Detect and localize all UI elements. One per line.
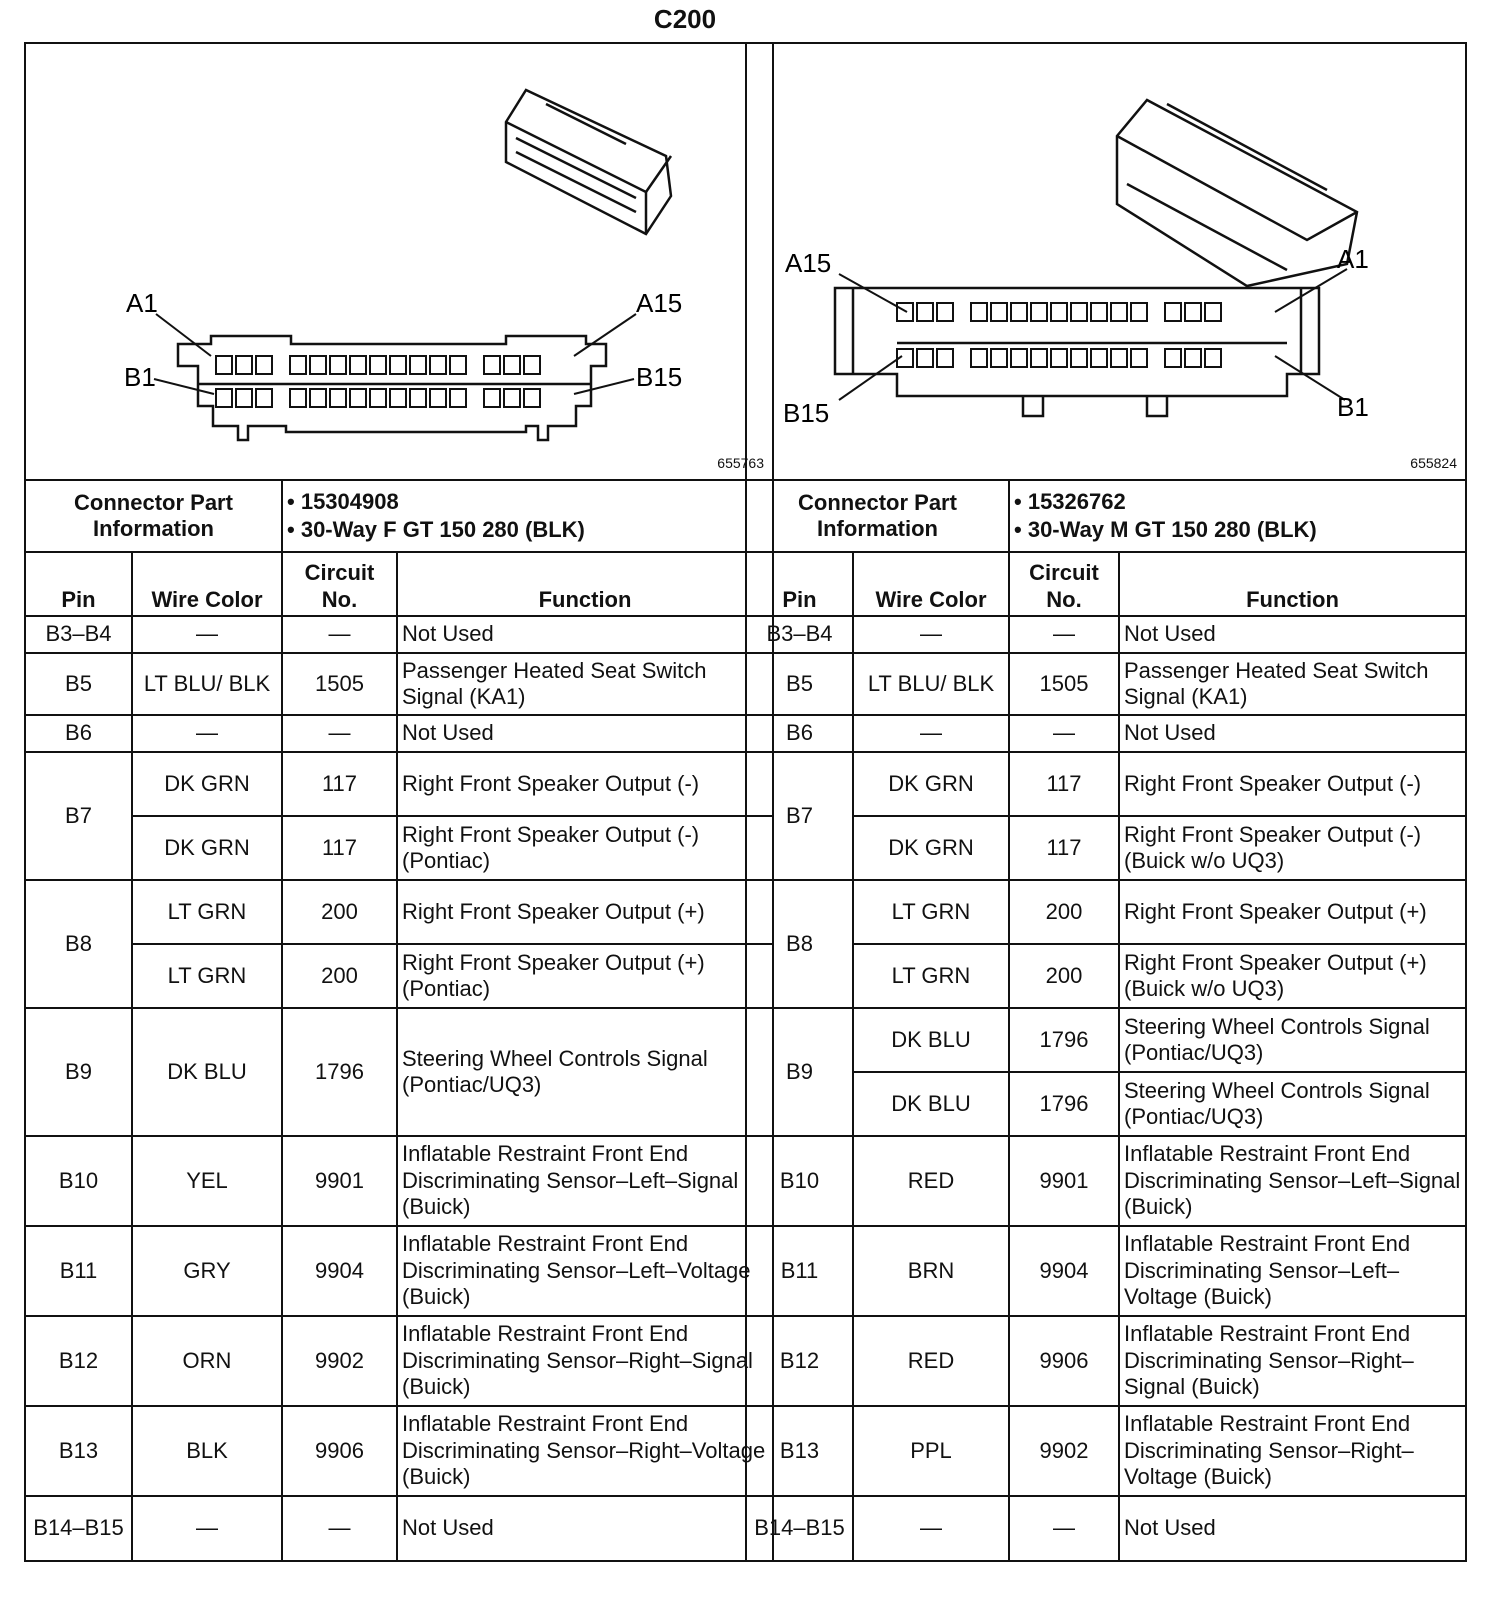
circuit-cell: 117 — [1009, 752, 1119, 816]
left-info-table — [26, 481, 772, 551]
wire-cell: DK GRN — [132, 816, 282, 880]
circuit-cell: 1796 — [282, 1008, 397, 1136]
wire-cell: GRY — [132, 1226, 282, 1316]
table-row — [747, 944, 1465, 1008]
pin-label-a15: A15 — [785, 248, 832, 278]
wire-cell: RED — [853, 1136, 1009, 1226]
pin-cavity — [1011, 303, 1027, 321]
pin-cell: B3–B4 — [26, 616, 132, 653]
connector-part-label: Connector Part Information — [747, 481, 1009, 551]
connector-part-values: • 15326762 • 30-Way M GT 150 280 (BLK) — [1009, 481, 1465, 551]
wire-cell: — — [853, 616, 1009, 653]
function-cell: Not Used — [397, 1496, 772, 1560]
table-row — [747, 880, 1465, 944]
pin-label-b1: B1 — [1337, 392, 1369, 422]
table-row — [26, 1226, 772, 1316]
pin-cavity — [971, 349, 987, 367]
pin-leader-lines — [154, 314, 636, 394]
header-pin: Pin — [747, 552, 853, 616]
pin-cavity — [216, 356, 232, 374]
function-cell: Steering Wheel Controls Signal (Pontiac/UQ3) — [1119, 1008, 1465, 1072]
right-connector-diagram — [747, 44, 1465, 481]
table-row — [26, 1136, 772, 1226]
page-title: C200 — [653, 4, 717, 34]
function-cell: Not Used — [397, 616, 772, 653]
circuit-cell: 1505 — [1009, 653, 1119, 715]
circuit-cell: — — [1009, 1496, 1119, 1560]
pin-cell: B14–B15 — [747, 1496, 853, 1560]
wire-cell: DK BLU — [853, 1072, 1009, 1136]
pin-cavity — [504, 389, 520, 407]
header-wire-color: Wire Color — [132, 552, 282, 616]
part-number: 15326762 — [1027, 488, 1126, 514]
circuit-cell: 1505 — [282, 653, 397, 715]
function-cell: Right Front Speaker Output (-) (Buick w/o UQ3) — [1119, 816, 1465, 880]
pin-cavity — [350, 389, 366, 407]
pin-cavity — [290, 356, 306, 374]
function-cell: Right Front Speaker Output (+) (Pontiac) — [397, 944, 772, 1008]
pin-cavity — [330, 389, 346, 407]
function-cell: Passenger Heated Seat Switch Signal (KA1) — [397, 653, 772, 715]
wire-cell: — — [853, 1496, 1009, 1560]
pin-cavity — [917, 303, 933, 321]
pin-cavity — [937, 303, 953, 321]
table-row — [747, 616, 1465, 653]
pin-cavity — [310, 356, 326, 374]
pin-cavity — [410, 356, 426, 374]
wire-cell: PPL — [853, 1406, 1009, 1496]
pin-cavity — [1205, 349, 1221, 367]
pin-cavity — [1091, 303, 1107, 321]
pin-cell: B5 — [26, 653, 132, 715]
pin-cell: B12 — [26, 1316, 132, 1406]
function-cell: Not Used — [1119, 616, 1465, 653]
circuit-cell: — — [282, 616, 397, 653]
wire-cell: LT BLU/ BLK — [132, 653, 282, 715]
circuit-cell: 200 — [1009, 880, 1119, 944]
female-connector-drawing — [26, 44, 772, 477]
circuit-cell: 9904 — [1009, 1226, 1119, 1316]
wire-cell: ORN — [132, 1316, 282, 1406]
pin-cavity — [310, 389, 326, 407]
pin-label-b15: B15 — [783, 398, 830, 428]
function-cell: Inflatable Restraint Front End Discriminating Sensor–Right–Voltage (Buick) — [397, 1406, 772, 1496]
pin-cavity — [1185, 303, 1201, 321]
pin-cavity — [350, 356, 366, 374]
pin-cavity — [430, 389, 446, 407]
pin-label-a15: A15 — [636, 288, 683, 318]
circuit-cell: 9906 — [282, 1406, 397, 1496]
function-cell: Not Used — [1119, 715, 1465, 752]
table-header-row — [26, 552, 772, 616]
pins-row-b — [897, 349, 1221, 367]
circuit-cell: 200 — [282, 880, 397, 944]
table-row — [26, 816, 772, 880]
wire-cell: LT GRN — [132, 944, 282, 1008]
pin-cavity — [1111, 349, 1127, 367]
pin-cell: B3–B4 — [747, 616, 853, 653]
pin-cell: B10 — [747, 1136, 853, 1226]
pin-cavity — [1051, 303, 1067, 321]
table-row — [747, 1496, 1465, 1560]
circuit-cell: 200 — [282, 944, 397, 1008]
pin-cell: B7 — [26, 752, 132, 880]
pin-cavity — [1165, 303, 1181, 321]
left-connector-diagram — [26, 44, 772, 481]
pin-cavity — [1011, 349, 1027, 367]
header-pin: Pin — [26, 552, 132, 616]
wire-cell: LT GRN — [853, 880, 1009, 944]
pin-cavity — [1031, 349, 1047, 367]
circuit-cell: — — [282, 1496, 397, 1560]
table-row — [26, 653, 772, 715]
pin-cavity — [450, 389, 466, 407]
pin-cell: B14–B15 — [26, 1496, 132, 1560]
table-row — [26, 616, 772, 653]
connector-3d-view — [1117, 100, 1357, 286]
pin-cavity — [1165, 349, 1181, 367]
pin-cavity — [330, 356, 346, 374]
circuit-cell: 9902 — [282, 1316, 397, 1406]
connector-part-values: • 15304908 • 30-Way F GT 150 280 (BLK) — [282, 481, 772, 551]
header-circuit: Circuit No. — [1009, 552, 1119, 616]
wire-cell: RED — [853, 1316, 1009, 1406]
function-cell: Inflatable Restraint Front End Discriminating Sensor–Right–Signal (Buick) — [397, 1316, 772, 1406]
pin-cell: B8 — [26, 880, 132, 1008]
wire-cell: DK BLU — [853, 1008, 1009, 1072]
wire-cell: — — [132, 1496, 282, 1560]
figure-number: 655763 — [717, 455, 764, 471]
pin-cell: B9 — [747, 1008, 853, 1136]
pins-row-a — [216, 356, 540, 374]
right-info-table — [747, 481, 1465, 551]
function-cell: Right Front Speaker Output (-) — [397, 752, 772, 816]
pin-cavity — [991, 303, 1007, 321]
connector-part-label: Connector Part Information — [26, 481, 282, 551]
pin-cavity — [937, 349, 953, 367]
table-row — [26, 1316, 772, 1406]
pin-cavity — [1071, 349, 1087, 367]
pin-cavity — [1131, 349, 1147, 367]
table-row — [747, 1072, 1465, 1136]
pin-cell: B11 — [747, 1226, 853, 1316]
function-cell: Steering Wheel Controls Signal (Pontiac/UQ3) — [1119, 1072, 1465, 1136]
circuit-cell: 1796 — [1009, 1008, 1119, 1072]
function-cell: Right Front Speaker Output (-) (Pontiac) — [397, 816, 772, 880]
pin-cavity — [524, 356, 540, 374]
circuit-cell: 117 — [1009, 816, 1119, 880]
circuit-cell: 9901 — [1009, 1136, 1119, 1226]
table-row — [747, 1136, 1465, 1226]
wire-cell: DK GRN — [853, 816, 1009, 880]
function-cell: Inflatable Restraint Front End Discriminating Sensor–Left–Signal (Buick) — [1119, 1136, 1465, 1226]
pins-row-a — [897, 303, 1221, 321]
right-connector-panel — [745, 42, 1467, 1562]
table-row — [26, 752, 772, 816]
pin-cavity — [236, 356, 252, 374]
pin-cavity — [256, 356, 272, 374]
function-cell: Right Front Speaker Output (-) — [1119, 752, 1465, 816]
pin-cell: B13 — [26, 1406, 132, 1496]
table-row — [747, 816, 1465, 880]
table-row — [747, 1008, 1465, 1072]
pin-label-a1: A1 — [126, 288, 158, 318]
table-row — [26, 715, 772, 752]
left-pinout-table — [26, 551, 772, 1560]
pin-cell: B13 — [747, 1406, 853, 1496]
pin-cavity — [390, 389, 406, 407]
pin-cell: B7 — [747, 752, 853, 880]
function-cell: Inflatable Restraint Front End Discriminating Sensor–Right–Voltage (Buick) — [1119, 1406, 1465, 1496]
pin-cavity — [1071, 303, 1087, 321]
pin-cavity — [484, 389, 500, 407]
function-cell: Not Used — [1119, 1496, 1465, 1560]
table-row — [747, 1316, 1465, 1406]
circuit-cell: 9904 — [282, 1226, 397, 1316]
pin-cavity — [450, 356, 466, 374]
function-cell: Passenger Heated Seat Switch Signal (KA1) — [1119, 653, 1465, 715]
wire-cell: DK GRN — [132, 752, 282, 816]
pin-label-a1: A1 — [1337, 244, 1369, 274]
table-row — [747, 752, 1465, 816]
circuit-cell: 9902 — [1009, 1406, 1119, 1496]
pin-cavity — [236, 389, 252, 407]
pin-cell: B11 — [26, 1226, 132, 1316]
wire-cell: — — [853, 715, 1009, 752]
pin-cavity — [410, 389, 426, 407]
pin-cavity — [484, 356, 500, 374]
circuit-cell: 200 — [1009, 944, 1119, 1008]
table-row — [26, 1496, 772, 1560]
pin-cavity — [971, 303, 987, 321]
pin-cavity — [1205, 303, 1221, 321]
right-pinout-table — [747, 551, 1465, 1560]
pin-cavity — [917, 349, 933, 367]
function-cell: Inflatable Restraint Front End Discriminating Sensor–Left–Voltage (Buick) — [1119, 1226, 1465, 1316]
circuit-cell: — — [1009, 616, 1119, 653]
header-circuit: Circuit No. — [282, 552, 397, 616]
function-cell: Right Front Speaker Output (+) — [1119, 880, 1465, 944]
table-row — [26, 880, 772, 944]
figure-number: 655824 — [1410, 455, 1457, 471]
wire-cell: — — [132, 715, 282, 752]
part-description: 30-Way M GT 150 280 (BLK) — [1027, 517, 1317, 542]
pin-cavity — [1111, 303, 1127, 321]
connector-front-view — [835, 288, 1319, 416]
function-cell: Right Front Speaker Output (+) (Buick w/o UQ3) — [1119, 944, 1465, 1008]
pin-cavity — [216, 389, 232, 407]
wire-cell: YEL — [132, 1136, 282, 1226]
pin-cavity — [1051, 349, 1067, 367]
wire-cell: LT GRN — [853, 944, 1009, 1008]
pin-cell: B12 — [747, 1316, 853, 1406]
pin-cell: B5 — [747, 653, 853, 715]
pin-cavity — [524, 389, 540, 407]
circuit-cell: 9901 — [282, 1136, 397, 1226]
pin-cavity — [504, 356, 520, 374]
circuit-cell: — — [1009, 715, 1119, 752]
pin-cell: B6 — [26, 715, 132, 752]
connector-3d-view — [506, 90, 671, 234]
circuit-cell: — — [282, 715, 397, 752]
circuit-cell: 117 — [282, 816, 397, 880]
circuit-cell: 117 — [282, 752, 397, 816]
wire-cell: BLK — [132, 1406, 282, 1496]
pin-cavity — [390, 356, 406, 374]
function-cell: Inflatable Restraint Front End Discriminating Sensor–Left–Voltage (Buick) — [397, 1226, 772, 1316]
pin-label-b1: B1 — [124, 362, 156, 392]
table-row — [26, 944, 772, 1008]
pin-cavity — [290, 389, 306, 407]
pin-cell: B8 — [747, 880, 853, 1008]
header-wire-color: Wire Color — [853, 552, 1009, 616]
pin-cavity — [256, 389, 272, 407]
pin-cavity — [1031, 303, 1047, 321]
pin-cell: B9 — [26, 1008, 132, 1136]
table-row — [26, 1406, 772, 1496]
table-header-row — [747, 552, 1465, 616]
header-function: Function — [1119, 552, 1465, 616]
function-cell: Right Front Speaker Output (+) — [397, 880, 772, 944]
wire-cell: BRN — [853, 1226, 1009, 1316]
function-cell: Inflatable Restraint Front End Discriminating Sensor–Right–Signal (Buick) — [1119, 1316, 1465, 1406]
pin-cavity — [370, 389, 386, 407]
pin-label-b15: B15 — [636, 362, 683, 392]
pin-cavity — [370, 356, 386, 374]
male-connector-drawing — [747, 44, 1465, 477]
table-row — [747, 1226, 1465, 1316]
table-row — [747, 653, 1465, 715]
pin-cavity — [430, 356, 446, 374]
circuit-cell: 1796 — [1009, 1072, 1119, 1136]
table-row — [26, 1008, 772, 1136]
pin-cavity — [1091, 349, 1107, 367]
wire-cell: LT GRN — [132, 880, 282, 944]
wire-cell: — — [132, 616, 282, 653]
table-row — [747, 1406, 1465, 1496]
pin-cell: B6 — [747, 715, 853, 752]
wire-cell: DK BLU — [132, 1008, 282, 1136]
function-cell: Not Used — [397, 715, 772, 752]
pin-cavity — [1185, 349, 1201, 367]
pin-cell: B10 — [26, 1136, 132, 1226]
left-connector-panel — [24, 42, 774, 1562]
part-number: 15304908 — [300, 488, 399, 514]
header-function: Function — [397, 552, 772, 616]
table-row — [747, 715, 1465, 752]
part-description: 30-Way F GT 150 280 (BLK) — [300, 517, 585, 542]
circuit-cell: 9906 — [1009, 1316, 1119, 1406]
function-cell: Steering Wheel Controls Signal (Pontiac/UQ3) — [397, 1008, 772, 1136]
pin-cavity — [991, 349, 1007, 367]
wire-cell: LT BLU/ BLK — [853, 653, 1009, 715]
pin-cavity — [1131, 303, 1147, 321]
wire-cell: DK GRN — [853, 752, 1009, 816]
pins-row-b — [216, 389, 540, 407]
function-cell: Inflatable Restraint Front End Discriminating Sensor–Left–Signal (Buick) — [397, 1136, 772, 1226]
